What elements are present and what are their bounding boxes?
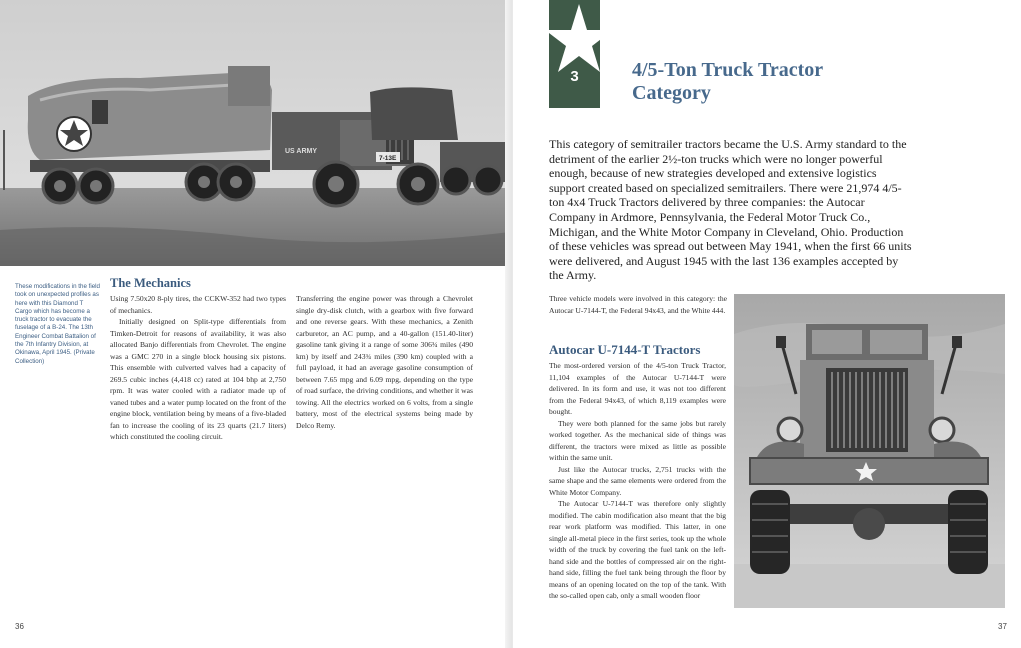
mechanics-column-2	[296, 293, 473, 431]
paragraph: The Autocar U-7144-T was therefore only slightly modified. The cabin modification also meant that the big rear work platform was modified. This latter, in one single all-metal piece in the first series, took up the whole width of the truck by covering the fuel tank on the left-hand side and the bottles of compressed air on the right-hand side, filling the fuel tank being through the floor by means of an opening located on the top of the tank. With the so-called open cab, only a small wooden floor	[549, 499, 726, 600]
models-text: Three vehicle models were involved in this category: the Autocar U-7144-T, the Federal 94x43, and the White 444.	[549, 294, 727, 315]
paragraph: Just like the Autocar trucks, 2,751 trucks with the same shape and the same elements were ordered from the White Motor Company.	[549, 464, 726, 497]
page-number-left: 36	[15, 622, 24, 631]
mechanics-column-1	[110, 293, 286, 443]
paragraph: Transferring the engine power was through a Chevrolet single dry-disk clutch, with a gearbox with five forward and one reverse gears. With these mechanics, a Zenith carburetor, an AC pump, and a 40-gallon (151.40-liter) gasoline tank giving it a range of some 306¾ miles (490 km) by itself and 243¾ miles (390 km) coupled with a full payload, it had an average gasoline consumption of between 7.65 mpg and 6.09 mpg, depending on the type of road surface, the driving conditions, and whether it was towing. All the electrics worked on 6 volts, from a single battery, most of the electrical systems being made by Delco Remy.	[296, 294, 473, 430]
chapter-title: 4/5-Ton Truck Tractor Category	[632, 59, 823, 104]
chapter-number: 3	[570, 68, 579, 85]
left-page	[0, 0, 510, 648]
autocar-truck-photo	[734, 294, 1005, 608]
truck-tractor-photo-art	[0, 0, 510, 266]
paragraph: They were both planned for the same jobs but rarely worked together. As the mechanical side of things was different, the tractors were mixed as little as possible within the same unit.	[549, 418, 726, 462]
autocar-heading: Autocar U-7144-T Tractors	[549, 342, 701, 357]
trailer-marking: US ARMY	[285, 148, 318, 155]
chapter-tab	[549, 0, 600, 108]
truck-tractor-photo	[0, 0, 510, 266]
chapter-intro: This category of semitrailer tractors became the U.S. Army standard to the detriment of the earlier 2½-ton trucks which were no longer powerful enough, because of new strategies developed and extensive logistics support created based on specialized semitrailers. There were 21,974 4/5-ton 4x4 Truck Tractors delivered by three companies: the Autocar Company in Ardmore, Pennsylvania, the Federal Motor Truck Co., Michigan, and the White Motor Company in Cleveland, Ohio. Production of these vehicles was spread out between May 1941, when the first 66 units were delivered, and August 1945 with the last 136 examples accepted by the Army.	[549, 137, 912, 283]
photo-caption: These modifications in the field took on unexpected profiles as here with this Diamond T Cargo which has become a truck tractor to evacuate the fuselage of a B-24. The 13th Engineer Combat Battalion of the 7th Infantry Division, at Okinawa, April 1945. (Private Collection)	[15, 283, 100, 365]
autocar-column	[549, 360, 726, 602]
star-icon	[549, 0, 600, 108]
paragraph: Using 7.50x20 8-ply tires, the CCKW-352 had two types of mechanics.	[110, 294, 286, 315]
mechanics-heading: The Mechanics	[110, 276, 191, 290]
bumper-marking: 7-13E	[379, 155, 397, 162]
paragraph: Initially designed on Split-type differentials from Timken-Detroit for reasons of availability, it was also allocated Banjo differentials from Chevrolet. The engine was a GMC 270 in a single block housing six pistons. This ensemble with culverted valves had a capacity of 269.5 cubic inches (4,418 cc) rated at 104 bhp at 2,750 rpm. It was water cooled with a radiator made up of vaned tubes and a water pump located on the front of the engine block, ventilation being by means of a five-bladed fan to increase the cooling of its 23 quarts (21.7 liters) which constituted the cooling circuit.	[110, 317, 286, 441]
autocar-truck-photo-art	[734, 294, 1005, 608]
page-number-right: 37	[998, 622, 1007, 631]
paragraph: The most-ordered version of the 4/5-ton Truck Tractor, 11,104 examples of the Autocar U-7144-T were delivered. In its form and use, it was not too different from the Federal 94x43, of which 8,119 examples were bought.	[549, 361, 726, 416]
